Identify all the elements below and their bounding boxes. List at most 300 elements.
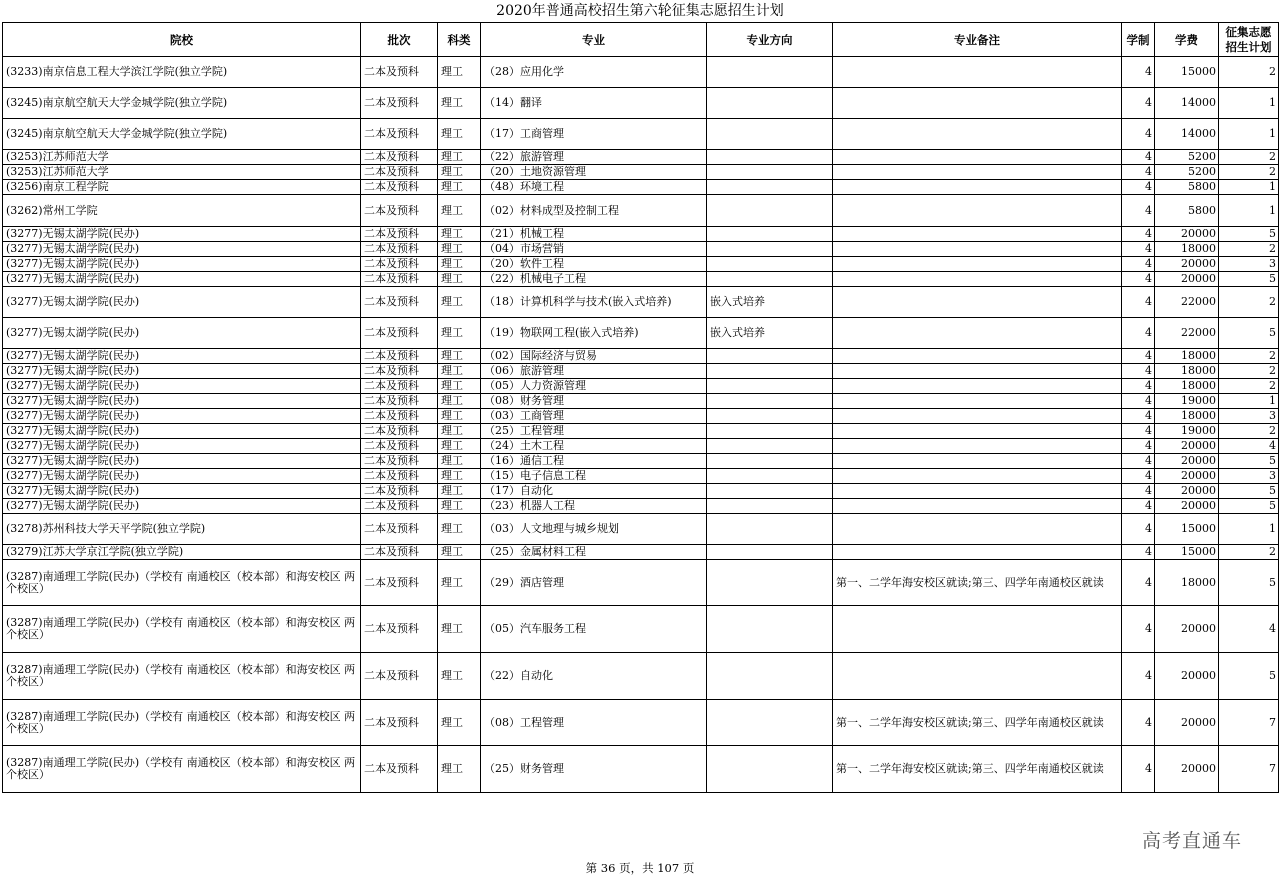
cell-note [833,227,1122,242]
cell-school: (3287)南通理工学院(民办)（学校有 南通校区（校本部）和海安校区 两个校区） [3,700,361,746]
cell-years: 4 [1122,409,1155,424]
cell-plan: 1 [1219,195,1279,227]
cell-years: 4 [1122,242,1155,257]
table-row [3,746,1279,793]
cell-years: 4 [1122,272,1155,287]
cell-fee: 18000 [1155,242,1219,257]
table-row [3,88,1279,119]
cell-direction [707,424,833,439]
cell-major: （04）市场营销 [481,242,707,257]
cell-school: (3262)常州工学院 [3,195,361,227]
cell-plan: 4 [1219,606,1279,653]
cell-category: 理工 [438,287,481,318]
table-row [3,454,1279,469]
table-row [3,499,1279,514]
cell-school: (3277)无锡太湖学院(民办) [3,499,361,514]
table-row [3,379,1279,394]
cell-years: 4 [1122,653,1155,700]
cell-fee: 18000 [1155,409,1219,424]
cell-direction [707,150,833,165]
cell-plan: 3 [1219,469,1279,484]
cell-direction [707,606,833,653]
table-row [3,318,1279,349]
table-row [3,409,1279,424]
cell-batch: 二本及预科 [361,700,438,746]
cell-batch: 二本及预科 [361,242,438,257]
cell-direction [707,242,833,257]
cell-batch: 二本及预科 [361,606,438,653]
cell-fee: 15000 [1155,57,1219,88]
cell-category: 理工 [438,606,481,653]
cell-plan: 2 [1219,150,1279,165]
cell-category: 理工 [438,454,481,469]
cell-major: （02）国际经济与贸易 [481,349,707,364]
cell-direction [707,180,833,195]
cell-direction [707,469,833,484]
cell-category: 理工 [438,409,481,424]
cell-note: 第一、二学年海安校区就读;第三、四学年南通校区就读 [833,560,1122,606]
cell-category: 理工 [438,560,481,606]
cell-batch: 二本及预科 [361,88,438,119]
cell-plan: 5 [1219,227,1279,242]
cell-major: （05）汽车服务工程 [481,606,707,653]
cell-major: （05）人力资源管理 [481,379,707,394]
cell-batch: 二本及预科 [361,287,438,318]
header-batch: 批次 [361,23,438,57]
cell-category: 理工 [438,700,481,746]
cell-fee: 15000 [1155,545,1219,560]
cell-major: （25）工程管理 [481,424,707,439]
page-title: 2020年普通高校招生第六轮征集志愿招生计划 [496,3,784,19]
page-footer: 第 36 页，共 107 页 [585,861,695,875]
cell-note [833,165,1122,180]
enrollment-plan-table [2,22,1279,793]
cell-batch: 二本及预科 [361,439,438,454]
cell-category: 理工 [438,257,481,272]
cell-note [833,484,1122,499]
cell-note [833,499,1122,514]
cell-years: 4 [1122,454,1155,469]
cell-school: (3287)南通理工学院(民办)（学校有 南通校区（校本部）和海安校区 两个校区） [3,560,361,606]
table-row [3,165,1279,180]
cell-fee: 18000 [1155,560,1219,606]
cell-note [833,606,1122,653]
cell-years: 4 [1122,606,1155,653]
table-row [3,349,1279,364]
cell-major: （21）机械工程 [481,227,707,242]
cell-direction [707,119,833,150]
cell-years: 4 [1122,560,1155,606]
cell-direction [707,560,833,606]
cell-batch: 二本及预科 [361,57,438,88]
cell-major: （22）旅游管理 [481,150,707,165]
cell-major: （25）金属材料工程 [481,545,707,560]
cell-years: 4 [1122,227,1155,242]
cell-major: （15）电子信息工程 [481,469,707,484]
cell-years: 4 [1122,469,1155,484]
cell-direction [707,394,833,409]
cell-note [833,545,1122,560]
cell-note: 第一、二学年海安校区就读;第三、四学年南通校区就读 [833,746,1122,793]
cell-plan: 3 [1219,257,1279,272]
cell-major: （16）通信工程 [481,454,707,469]
table-row [3,469,1279,484]
cell-note [833,409,1122,424]
cell-years: 4 [1122,57,1155,88]
cell-batch: 二本及预科 [361,180,438,195]
cell-fee: 20000 [1155,499,1219,514]
table-row [3,560,1279,606]
cell-plan: 2 [1219,364,1279,379]
cell-major: （08）财务管理 [481,394,707,409]
cell-direction [707,257,833,272]
cell-direction [707,439,833,454]
cell-fee: 20000 [1155,454,1219,469]
cell-years: 4 [1122,150,1155,165]
cell-batch: 二本及预科 [361,257,438,272]
cell-fee: 19000 [1155,424,1219,439]
cell-category: 理工 [438,119,481,150]
cell-direction [707,409,833,424]
cell-fee: 18000 [1155,349,1219,364]
cell-plan: 5 [1219,484,1279,499]
cell-fee: 20000 [1155,484,1219,499]
cell-batch: 二本及预科 [361,545,438,560]
cell-category: 理工 [438,364,481,379]
cell-category: 理工 [438,499,481,514]
cell-note [833,364,1122,379]
cell-direction: 嵌入式培养 [707,318,833,349]
cell-batch: 二本及预科 [361,514,438,545]
cell-direction [707,746,833,793]
cell-school: (3287)南通理工学院(民办)（学校有 南通校区（校本部）和海安校区 两个校区） [3,653,361,700]
cell-batch: 二本及预科 [361,424,438,439]
cell-school: (3278)苏州科技大学天平学院(独立学院) [3,514,361,545]
table-row [3,439,1279,454]
cell-direction [707,545,833,560]
cell-note [833,195,1122,227]
cell-batch: 二本及预科 [361,349,438,364]
cell-direction [707,272,833,287]
table-row [3,606,1279,653]
cell-direction [707,57,833,88]
watermark-logo: 高考直通车 [1142,830,1243,852]
cell-school: (3277)无锡太湖学院(民办) [3,409,361,424]
cell-category: 理工 [438,545,481,560]
table-row [3,653,1279,700]
cell-note [833,454,1122,469]
cell-note [833,379,1122,394]
cell-major: （22）机械电子工程 [481,272,707,287]
table-row [3,484,1279,499]
header-school: 院校 [3,23,361,57]
cell-fee: 5800 [1155,180,1219,195]
cell-category: 理工 [438,439,481,454]
cell-note [833,150,1122,165]
cell-direction: 嵌入式培养 [707,287,833,318]
cell-plan: 1 [1219,514,1279,545]
cell-fee: 20000 [1155,746,1219,793]
cell-school: (3287)南通理工学院(民办)（学校有 南通校区（校本部）和海安校区 两个校区） [3,746,361,793]
cell-note [833,439,1122,454]
cell-batch: 二本及预科 [361,272,438,287]
cell-direction [707,653,833,700]
cell-school: (3277)无锡太湖学院(民办) [3,242,361,257]
cell-school: (3277)无锡太湖学院(民办) [3,424,361,439]
cell-category: 理工 [438,379,481,394]
cell-plan: 4 [1219,439,1279,454]
table-row [3,700,1279,746]
cell-note [833,88,1122,119]
cell-school: (3277)无锡太湖学院(民办) [3,272,361,287]
cell-note [833,469,1122,484]
cell-note [833,424,1122,439]
cell-school: (3277)无锡太湖学院(民办) [3,257,361,272]
cell-category: 理工 [438,514,481,545]
table-row [3,119,1279,150]
cell-batch: 二本及预科 [361,560,438,606]
cell-fee: 20000 [1155,439,1219,454]
cell-plan: 2 [1219,379,1279,394]
cell-major: （29）酒店管理 [481,560,707,606]
cell-direction [707,700,833,746]
cell-major: （18）计算机科学与技术(嵌入式培养) [481,287,707,318]
table-row [3,545,1279,560]
cell-batch: 二本及预科 [361,499,438,514]
table-row [3,242,1279,257]
cell-major: （06）旅游管理 [481,364,707,379]
cell-note [833,119,1122,150]
cell-school: (3277)无锡太湖学院(民办) [3,484,361,499]
cell-batch: 二本及预科 [361,379,438,394]
cell-fee: 22000 [1155,287,1219,318]
header-major: 专业 [481,23,707,57]
cell-major: （17）工商管理 [481,119,707,150]
cell-batch: 二本及预科 [361,653,438,700]
cell-years: 4 [1122,379,1155,394]
cell-batch: 二本及预科 [361,469,438,484]
cell-years: 4 [1122,439,1155,454]
cell-plan: 5 [1219,653,1279,700]
cell-school: (3245)南京航空航天大学金城学院(独立学院) [3,119,361,150]
cell-batch: 二本及预科 [361,746,438,793]
cell-direction [707,227,833,242]
cell-years: 4 [1122,364,1155,379]
cell-major: （03）工商管理 [481,409,707,424]
cell-major: （14）翻译 [481,88,707,119]
cell-batch: 二本及预科 [361,364,438,379]
header-direction: 专业方向 [707,23,833,57]
cell-major: （23）机器人工程 [481,499,707,514]
cell-category: 理工 [438,195,481,227]
cell-category: 理工 [438,57,481,88]
cell-plan: 5 [1219,560,1279,606]
cell-years: 4 [1122,424,1155,439]
cell-school: (3277)无锡太湖学院(民办) [3,454,361,469]
header-note: 专业备注 [833,23,1122,57]
cell-category: 理工 [438,424,481,439]
table-row [3,195,1279,227]
cell-note [833,57,1122,88]
cell-note [833,257,1122,272]
cell-school: (3277)无锡太湖学院(民办) [3,287,361,318]
cell-years: 4 [1122,746,1155,793]
cell-major: （48）环境工程 [481,180,707,195]
table-row [3,227,1279,242]
cell-category: 理工 [438,227,481,242]
cell-fee: 5200 [1155,165,1219,180]
cell-school: (3279)江苏大学京江学院(独立学院) [3,545,361,560]
cell-school: (3277)无锡太湖学院(民办) [3,379,361,394]
cell-major: （28）应用化学 [481,57,707,88]
cell-category: 理工 [438,242,481,257]
cell-note [833,318,1122,349]
cell-school: (3233)南京信息工程大学滨江学院(独立学院) [3,57,361,88]
cell-note [833,653,1122,700]
cell-major: （20）土地资源管理 [481,165,707,180]
cell-years: 4 [1122,119,1155,150]
cell-years: 4 [1122,514,1155,545]
cell-batch: 二本及预科 [361,454,438,469]
table-row [3,424,1279,439]
cell-school: (3287)南通理工学院(民办)（学校有 南通校区（校本部）和海安校区 两个校区） [3,606,361,653]
cell-major: （22）自动化 [481,653,707,700]
cell-fee: 18000 [1155,379,1219,394]
cell-category: 理工 [438,318,481,349]
cell-category: 理工 [438,180,481,195]
cell-fee: 20000 [1155,469,1219,484]
cell-fee: 5200 [1155,150,1219,165]
cell-plan: 7 [1219,700,1279,746]
cell-plan: 2 [1219,545,1279,560]
cell-years: 4 [1122,180,1155,195]
cell-direction [707,454,833,469]
cell-category: 理工 [438,150,481,165]
cell-category: 理工 [438,165,481,180]
cell-category: 理工 [438,484,481,499]
cell-years: 4 [1122,257,1155,272]
cell-school: (3277)无锡太湖学院(民办) [3,364,361,379]
cell-batch: 二本及预科 [361,119,438,150]
cell-batch: 二本及预科 [361,150,438,165]
table-row [3,180,1279,195]
cell-fee: 5800 [1155,195,1219,227]
cell-plan: 2 [1219,424,1279,439]
cell-plan: 1 [1219,88,1279,119]
cell-note [833,272,1122,287]
cell-direction [707,514,833,545]
cell-school: (3256)南京工程学院 [3,180,361,195]
cell-category: 理工 [438,394,481,409]
header-category: 科类 [438,23,481,57]
table-row [3,394,1279,409]
cell-fee: 20000 [1155,606,1219,653]
header-plan: 征集志愿招生计划 [1219,23,1279,57]
cell-school: (3277)无锡太湖学院(民办) [3,349,361,364]
cell-fee: 14000 [1155,88,1219,119]
cell-category: 理工 [438,88,481,119]
cell-years: 4 [1122,88,1155,119]
cell-plan: 1 [1219,394,1279,409]
cell-batch: 二本及预科 [361,195,438,227]
cell-note: 第一、二学年海安校区就读;第三、四学年南通校区就读 [833,700,1122,746]
cell-plan: 7 [1219,746,1279,793]
cell-batch: 二本及预科 [361,165,438,180]
cell-direction [707,499,833,514]
cell-direction [707,165,833,180]
cell-fee: 18000 [1155,364,1219,379]
cell-school: (3277)无锡太湖学院(民办) [3,394,361,409]
cell-fee: 20000 [1155,227,1219,242]
cell-direction [707,349,833,364]
table-body [3,57,1279,793]
cell-school: (3277)无锡太湖学院(民办) [3,227,361,242]
cell-school: (3253)江苏师范大学 [3,165,361,180]
cell-batch: 二本及预科 [361,484,438,499]
cell-years: 4 [1122,700,1155,746]
cell-direction [707,484,833,499]
cell-note [833,287,1122,318]
cell-direction [707,195,833,227]
cell-batch: 二本及预科 [361,227,438,242]
cell-years: 4 [1122,349,1155,364]
cell-years: 4 [1122,195,1155,227]
cell-years: 4 [1122,394,1155,409]
cell-school: (3245)南京航空航天大学金城学院(独立学院) [3,88,361,119]
cell-fee: 20000 [1155,257,1219,272]
table-row [3,364,1279,379]
cell-major: （24）土木工程 [481,439,707,454]
cell-plan: 2 [1219,57,1279,88]
header-fee: 学费 [1155,23,1219,57]
cell-note [833,242,1122,257]
cell-batch: 二本及预科 [361,409,438,424]
cell-direction [707,364,833,379]
cell-fee: 20000 [1155,700,1219,746]
cell-plan: 5 [1219,454,1279,469]
cell-plan: 2 [1219,287,1279,318]
cell-batch: 二本及预科 [361,318,438,349]
cell-direction [707,88,833,119]
header-years: 学制 [1122,23,1155,57]
cell-category: 理工 [438,349,481,364]
cell-years: 4 [1122,484,1155,499]
table-row [3,57,1279,88]
table-header-row [3,23,1279,57]
cell-plan: 5 [1219,318,1279,349]
table-row [3,287,1279,318]
cell-plan: 5 [1219,499,1279,514]
cell-note [833,394,1122,409]
cell-plan: 1 [1219,180,1279,195]
table-row [3,257,1279,272]
table-row [3,272,1279,287]
cell-fee: 22000 [1155,318,1219,349]
cell-note [833,180,1122,195]
cell-years: 4 [1122,318,1155,349]
cell-direction [707,379,833,394]
cell-school: (3277)无锡太湖学院(民办) [3,318,361,349]
cell-plan: 1 [1219,119,1279,150]
cell-note [833,349,1122,364]
table-row [3,514,1279,545]
cell-note [833,514,1122,545]
cell-school: (3277)无锡太湖学院(民办) [3,469,361,484]
cell-fee: 19000 [1155,394,1219,409]
cell-category: 理工 [438,272,481,287]
cell-school: (3253)江苏师范大学 [3,150,361,165]
table-row [3,150,1279,165]
